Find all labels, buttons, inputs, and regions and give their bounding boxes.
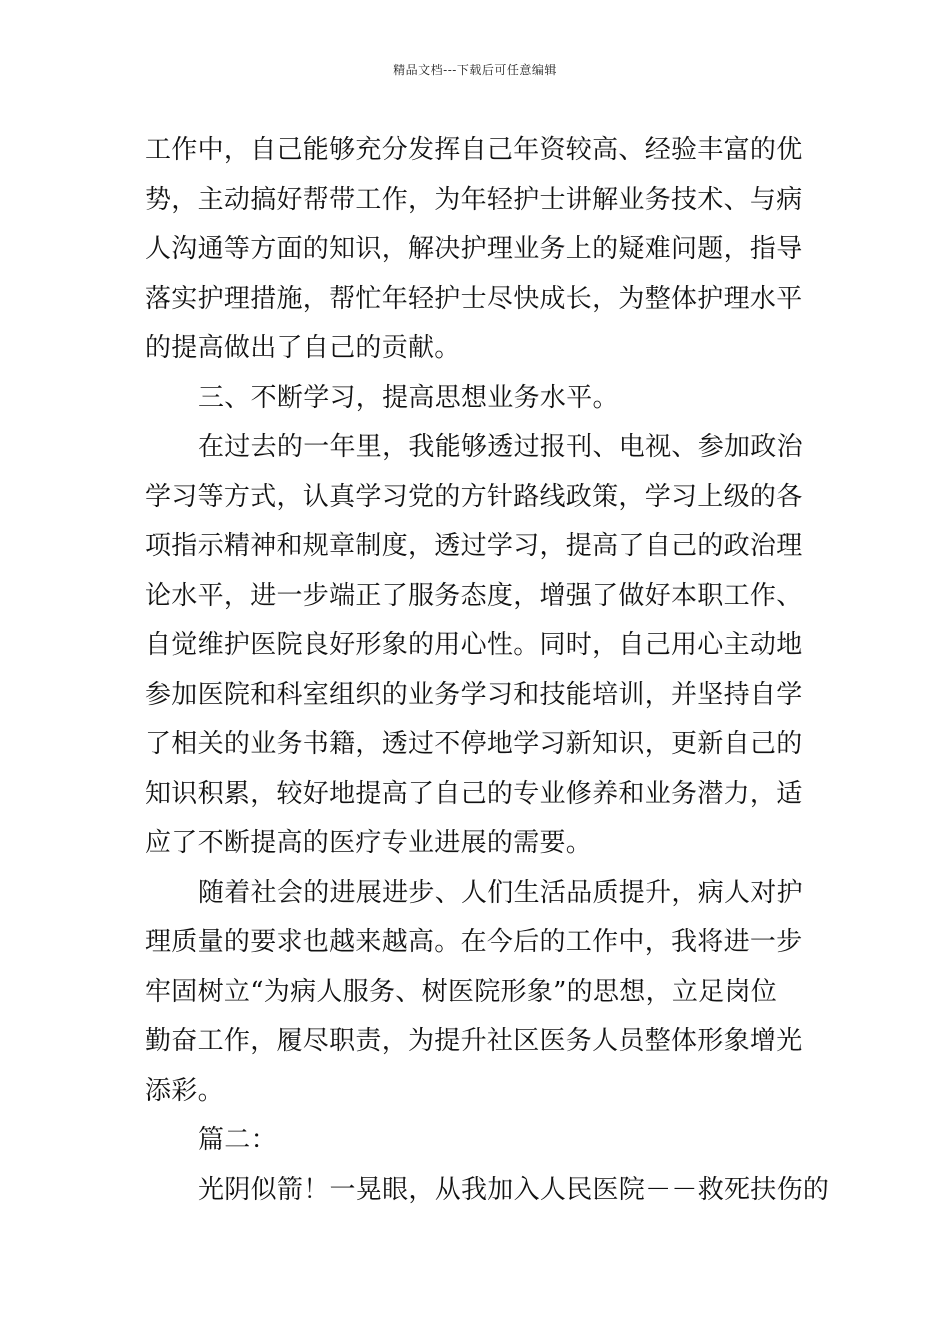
body-line-17: 理质量的要求也越来越高。在今后的工作中，我将进一步	[145, 927, 803, 957]
body-line-20: 添彩。	[145, 1075, 224, 1106]
body-line-8: 学习等方式，认真学习党的方针路线政策，学习上级的各	[145, 481, 803, 512]
body-line-7: 在过去的一年里，我能够透过报刊、电视、参加政治	[198, 432, 803, 462]
body-line-5: 的提高做出了自己的贡献。	[145, 333, 461, 363]
body-line-2: 势，主动搞好帮带工作，为年轻护士讲解业务技术、与病	[145, 184, 803, 215]
body-line-18: 牢固树立“为病人服务、树医院形象”的思想，立足岗位	[145, 976, 778, 1007]
body-line-1: 工作中，自己能够充分发挥自己年资较高、经验丰富的优	[145, 135, 803, 165]
document-body	[145, 126, 830, 1215]
body-line-15: 应了不断提高的医疗专业进展的需要。	[145, 828, 593, 858]
body-line-10: 论水平，进一步端正了服务态度，增强了做好本职工作、	[145, 580, 803, 611]
body-line-4: 落实护理措施，帮忙年轻护士尽快成长，为整体护理水平	[145, 283, 803, 314]
body-line-9: 项指示精神和规章制度，透过学习，提高了自己的政治理	[145, 531, 803, 561]
body-line-13: 了相关的业务书籍，透过不停地学习新知识，更新自己的	[145, 729, 803, 759]
body-line-11: 自觉维护医院良好形象的用心性。同时，自己用心主动地	[145, 630, 803, 660]
body-line-19: 勤奋工作，履尽职责，为提升社区医务人员整体形象增光	[145, 1026, 803, 1056]
section-heading-3: 三、不断学习，提高思想业务水平。	[198, 382, 619, 413]
body-line-16: 随着社会的进展进步、人们生活品质提升，病人对护	[198, 877, 803, 908]
section-heading-part-2: 篇二：	[198, 1125, 277, 1155]
page-header: 精品文档---下载后可任意编辑	[393, 63, 557, 77]
body-line-22: 光阴似箭！一晃眼，从我加入人民医院－－救死扶伤的	[198, 1174, 830, 1205]
body-line-12: 参加医院和科室组织的业务学习和技能培训，并坚持自学	[145, 679, 803, 710]
body-line-3: 人沟通等方面的知识，解决护理业务上的疑难问题，指导	[145, 234, 803, 264]
body-line-14: 知识积累，较好地提高了自己的专业修养和业务潜力，适	[145, 778, 803, 809]
